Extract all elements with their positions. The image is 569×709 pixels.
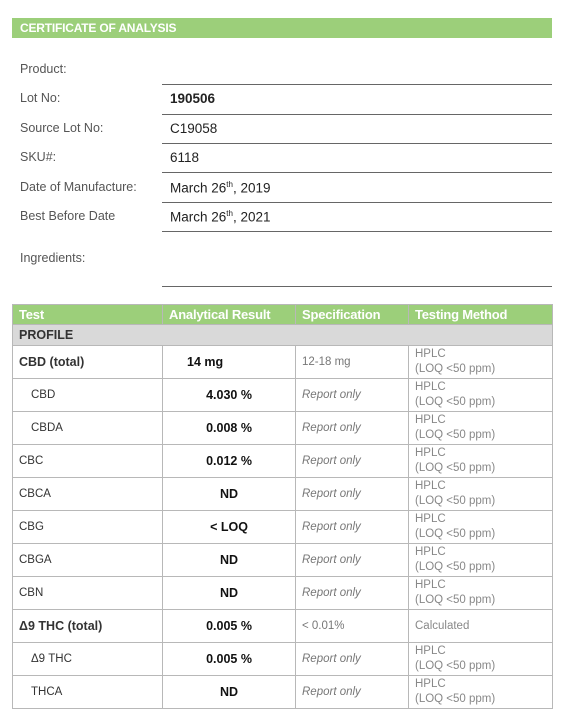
result-value: 4.030 %: [163, 379, 296, 412]
result-value: < LOQ: [163, 511, 296, 544]
spec-value: < 0.01%: [296, 610, 409, 643]
results-table: [12, 304, 553, 709]
result-value: 0.008 %: [163, 412, 296, 445]
result-value: ND: [163, 577, 296, 610]
spec-value: 12-18 mg: [296, 346, 409, 379]
table-row: [13, 544, 553, 577]
spec-value: Report only: [296, 379, 409, 412]
spec-value: Report only: [296, 478, 409, 511]
table-row: [13, 445, 553, 478]
method-value: HPLC (LOQ <50 ppm): [409, 544, 553, 577]
sku-value: 6118: [170, 150, 200, 165]
result-value: 0.005 %: [163, 643, 296, 676]
method-value: HPLC (LOQ <50 ppm): [409, 676, 553, 709]
method-value: HPLC (LOQ <50 ppm): [409, 577, 553, 610]
source-lot-underline: [162, 143, 552, 144]
table-row: [13, 412, 553, 445]
result-value: ND: [163, 676, 296, 709]
table-row: [13, 379, 553, 412]
table-row: [13, 643, 553, 676]
spec-value: Report only: [296, 511, 409, 544]
test-name: THCA: [13, 676, 163, 709]
method-value: HPLC (LOQ <50 ppm): [409, 379, 553, 412]
title-bar: [12, 18, 552, 38]
best-before-value: March 26th, 2021: [170, 209, 271, 225]
test-name: CBCA: [13, 478, 163, 511]
test-name: Δ9 THC: [13, 643, 163, 676]
manufacture-value: March 26th, 2019: [170, 180, 271, 196]
document-title: CERTIFICATE OF ANALYSIS: [20, 21, 177, 35]
lot-underline: [162, 114, 552, 115]
method-value: HPLC (LOQ <50 ppm): [409, 478, 553, 511]
header-spec: Specification: [296, 305, 409, 325]
spec-value: Report only: [296, 445, 409, 478]
best-before-underline: [162, 231, 552, 232]
method-value: HPLC (LOQ <50 ppm): [409, 643, 553, 676]
header-result: Analytical Result: [163, 305, 296, 325]
sku-label: SKU#:: [20, 150, 57, 164]
table-row: [13, 577, 553, 610]
table-row: [13, 610, 553, 643]
result-value: 0.012 %: [163, 445, 296, 478]
header-test: Test: [13, 305, 163, 325]
ingredients-label: Ingredients:: [20, 251, 86, 265]
result-value: ND: [163, 544, 296, 577]
method-value: HPLC (LOQ <50 ppm): [409, 445, 553, 478]
lot-value: 190506: [170, 91, 216, 106]
method-value: HPLC (LOQ <50 ppm): [409, 346, 553, 379]
test-name: CBD (total): [13, 346, 163, 379]
table-row: [13, 478, 553, 511]
source-lot-value: C19058: [170, 121, 218, 136]
table-row: [13, 346, 553, 379]
header-method: Testing Method: [409, 305, 553, 325]
result-value: 14 mg: [163, 346, 296, 379]
method-value: HPLC (LOQ <50 ppm): [409, 511, 553, 544]
source-lot-label: Source Lot No:: [20, 121, 104, 135]
spec-value: Report only: [296, 577, 409, 610]
test-name: CBC: [13, 445, 163, 478]
lot-label: Lot No:: [20, 91, 61, 105]
test-name: CBN: [13, 577, 163, 610]
best-before-label: Best Before Date: [20, 209, 116, 223]
test-name: CBG: [13, 511, 163, 544]
table-row: [13, 676, 553, 709]
product-underline: [162, 84, 552, 85]
product-label: Product:: [20, 62, 67, 76]
test-name: Δ9 THC (total): [13, 610, 163, 643]
test-name: CBGA: [13, 544, 163, 577]
spec-value: Report only: [296, 643, 409, 676]
spec-value: Report only: [296, 676, 409, 709]
test-name: CBD: [13, 379, 163, 412]
result-value: ND: [163, 478, 296, 511]
ingredients-underline: [162, 286, 552, 287]
result-value: 0.005 %: [163, 610, 296, 643]
spec-value: Report only: [296, 412, 409, 445]
test-name: CBDA: [13, 412, 163, 445]
table-row: [13, 511, 553, 544]
section-row-profile: [13, 325, 553, 346]
spec-value: Report only: [296, 544, 409, 577]
manufacture-underline: [162, 202, 552, 203]
method-value: HPLC (LOQ <50 ppm): [409, 412, 553, 445]
table-header-row: [13, 305, 553, 325]
method-value: Calculated: [409, 610, 553, 643]
manufacture-label: Date of Manufacture:: [20, 180, 137, 194]
section-label: PROFILE: [13, 325, 553, 346]
sku-underline: [162, 172, 552, 173]
